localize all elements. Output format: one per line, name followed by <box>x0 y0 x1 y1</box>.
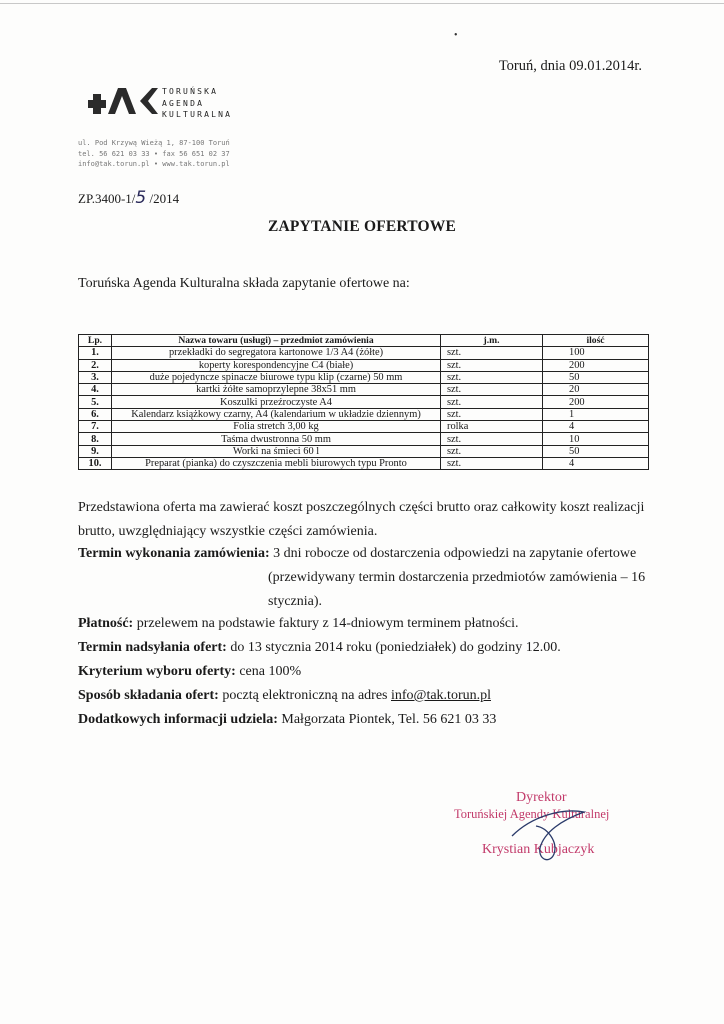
scan-edge-line <box>0 3 724 4</box>
row-unit: szt. <box>441 347 543 359</box>
table-header-row <box>79 335 649 347</box>
document-title: ZAPYTANIE OFERTOWE <box>267 218 457 235</box>
row-item-name: przekładki do segregatora kartonowe 1/3 A4 (żółte) <box>112 347 441 359</box>
deadline-term <box>78 542 658 614</box>
row-lp: 9. <box>79 445 112 457</box>
criterion-label: Kryterium wyboru oferty: <box>78 664 236 679</box>
row-unit: szt. <box>441 457 543 469</box>
row-unit: szt. <box>441 408 543 420</box>
scan-speck: • <box>454 30 458 41</box>
address-line-2: tel. 56 621 03 33 • fax 56 651 02 37 <box>78 149 230 158</box>
table-row <box>79 457 649 469</box>
deadline-value: 3 dni robocze od dostarczenia odpowiedzi na zapytanie ofertowe <box>269 546 637 561</box>
row-qty: 4 <box>543 457 649 469</box>
cost-paragraph: Przedstawiona oferta ma zawierać koszt poszczególnych części brutto oraz całkowity koszt realizacji brutto, uwzględniający wszystkie części zamówienia. <box>78 500 645 539</box>
reference-suffix: /2014 <box>146 191 180 206</box>
table-row <box>79 359 649 371</box>
row-qty: 20 <box>543 384 649 396</box>
method-term <box>78 688 491 704</box>
row-unit: szt. <box>441 445 543 457</box>
intro-text: Toruńska Agenda Kulturalna składa zapytanie ofertowe na: <box>78 276 410 291</box>
row-lp: 1. <box>79 347 112 359</box>
row-qty: 10 <box>543 433 649 445</box>
submission-term <box>78 640 561 656</box>
stamp-line-2: Toruńskiej Agendy Kulturalnej <box>454 807 610 821</box>
row-qty: 50 <box>543 371 649 383</box>
row-unit: szt. <box>441 359 543 371</box>
contact-term <box>78 712 496 728</box>
sender-address <box>78 138 230 170</box>
table-row <box>79 433 649 445</box>
table-row <box>79 408 649 420</box>
table-row <box>79 445 649 457</box>
logo-line-3: KULTURALNA <box>162 110 233 119</box>
header-lp: Lp. <box>79 335 112 347</box>
row-lp: 7. <box>79 421 112 433</box>
payment-label: Płatność: <box>78 616 134 631</box>
header-unit: j.m. <box>441 335 543 347</box>
method-value: pocztą elektroniczną na adres <box>218 688 391 703</box>
row-item-name: Folia stretch 3,00 kg <box>112 421 441 433</box>
row-item-name: kartki żółte samoprzylepne 38x51 mm <box>112 384 441 396</box>
row-unit: rolka <box>441 421 543 433</box>
row-qty: 50 <box>543 445 649 457</box>
signature-icon <box>492 798 602 878</box>
row-item-name: duże pojedyncze spinacze biurowe typu klip (czarne) 50 mm <box>112 371 441 383</box>
header-name: Nazwa towaru (usługi) – przedmiot zamówienia <box>112 335 441 347</box>
email-link[interactable]: info@tak.torun.pl <box>391 688 491 703</box>
order-table-body <box>79 347 649 470</box>
reference-number <box>78 188 179 208</box>
header-qty: ilość <box>543 335 649 347</box>
order-table <box>78 334 649 470</box>
stamp-line-3: Krystian Kubjaczyk <box>482 842 595 857</box>
stamp-line-1: Dyrektor <box>516 790 567 805</box>
row-unit: szt. <box>441 371 543 383</box>
row-item-name: Kalendarz książkowy czarny, A4 (kalendarium w układzie dziennym) <box>112 408 441 420</box>
logo-line-1: TORUŃSKA <box>162 87 219 96</box>
address-line-1: ul. Pod Krzywą Wieżą 1, 87-100 Toruń <box>78 139 230 147</box>
reference-handwritten: 5 <box>135 188 147 208</box>
row-qty: 100 <box>543 347 649 359</box>
row-unit: szt. <box>441 384 543 396</box>
row-qty: 200 <box>543 396 649 408</box>
row-unit: szt. <box>441 396 543 408</box>
row-item-name: koperty korespondencyjne C4 (białe) <box>112 359 441 371</box>
logo-wordmark <box>162 86 232 121</box>
address-line-3: info@tak.torun.pl • www.tak.torun.pl <box>78 160 230 168</box>
table-row <box>79 421 649 433</box>
reference-prefix: ZP.3400-1/ <box>78 191 136 206</box>
row-lp: 10. <box>79 457 112 469</box>
row-qty: 200 <box>543 359 649 371</box>
row-lp: 8. <box>79 433 112 445</box>
criterion-value: cena 100% <box>235 664 302 679</box>
table-row <box>79 347 649 359</box>
row-unit: szt. <box>441 433 543 445</box>
table-row <box>79 396 649 408</box>
logo-line-2: AGENDA <box>162 98 205 108</box>
payment-value: przelewem na podstawie faktury z 14-dniowym terminem płatności. <box>133 616 519 631</box>
row-lp: 2. <box>79 359 112 371</box>
payment-term <box>78 616 519 632</box>
row-item-name: Preparat (pianka) do czyszczenia mebli biurowych typu Pronto <box>112 457 441 469</box>
director-stamp <box>452 790 652 880</box>
criterion-term <box>78 664 301 680</box>
row-lp: 6. <box>79 408 112 420</box>
submission-label: Termin nadsyłania ofert: <box>78 640 227 655</box>
contact-label: Dodatkowych informacji udziela: <box>78 712 278 727</box>
row-lp: 5. <box>79 396 112 408</box>
method-label: Sposób składania ofert: <box>78 688 219 703</box>
submission-value: do 13 stycznia 2014 roku (poniedziałek) do godziny 12.00. <box>226 640 561 655</box>
row-item-name: Koszulki przeźroczyste A4 <box>112 396 441 408</box>
contact-value: Małgorzata Piontek, Tel. 56 621 03 33 <box>277 712 497 727</box>
row-item-name: Taśma dwustronna 50 mm <box>112 433 441 445</box>
row-lp: 4. <box>79 384 112 396</box>
row-item-name: Worki na śmieci 60 l <box>112 445 441 457</box>
row-lp: 3. <box>79 371 112 383</box>
row-qty: 4 <box>543 421 649 433</box>
table-row <box>79 371 649 383</box>
table-row <box>79 384 649 396</box>
deadline-label: Termin wykonania zamówienia: <box>78 546 270 561</box>
row-qty: 1 <box>543 408 649 420</box>
deadline-continuation: (przewidywany termin dostarczenia przedmiotów zamówienia – 16 stycznia). <box>268 570 646 609</box>
document-date: Toruń, dnia 09.01.2014r. <box>498 58 642 74</box>
